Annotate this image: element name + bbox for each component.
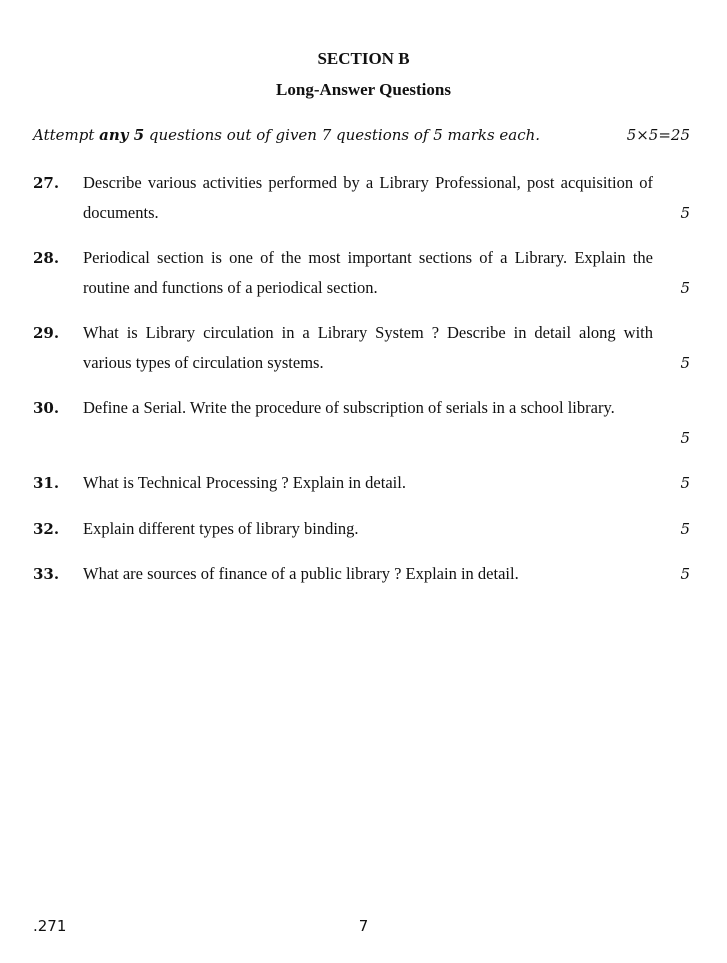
question-marks: 5: [680, 429, 690, 447]
question-number: 32.: [33, 520, 60, 538]
question-number: 33.: [33, 565, 60, 583]
instruction-emphasis: any 5: [99, 126, 145, 144]
question-text: Define a Serial. Write the procedure of subscription of serials in a school library.: [83, 398, 615, 417]
question-text: Explain different types of library binding.: [83, 519, 359, 538]
question-number: 30.: [33, 399, 60, 417]
question-marks: 5: [680, 279, 690, 297]
question-text: What is Technical Processing ? Explain in detail.: [83, 473, 406, 492]
question-marks: 5: [680, 204, 690, 222]
page-number: 7: [358, 917, 369, 935]
section-title: SECTION B: [317, 49, 410, 68]
question-marks: 5: [680, 474, 690, 492]
question-marks: 5: [680, 354, 690, 372]
section-subtitle: Long-Answer Questions: [276, 80, 451, 99]
instruction-suffix: questions out of given 7 questions of 5 marks each.: [144, 126, 541, 144]
paper-code: .271: [33, 917, 67, 935]
question-number: 27.: [33, 174, 60, 192]
question-marks: 5: [680, 520, 690, 538]
question-text: Periodical section is one of the most important sections of a Library. Explain the routine and functions of a periodical section.: [83, 248, 653, 297]
question-text: Describe various activities performed by a Library Professional, post acquisition of documents.: [83, 173, 653, 222]
question-text: What are sources of finance of a public library ? Explain in detail.: [83, 564, 519, 583]
question-number: 29.: [33, 324, 60, 342]
instruction-text: [33, 126, 540, 144]
question-marks: 5: [680, 565, 690, 583]
question-text: What is Library circulation in a Library System ? Describe in detail along with various types of circulation systems.: [83, 323, 653, 372]
question-number: 28.: [33, 249, 60, 267]
marks-total: 5×5=25: [626, 126, 690, 144]
instruction-prefix: Attempt: [33, 126, 100, 144]
question-number: 31.: [33, 474, 60, 492]
